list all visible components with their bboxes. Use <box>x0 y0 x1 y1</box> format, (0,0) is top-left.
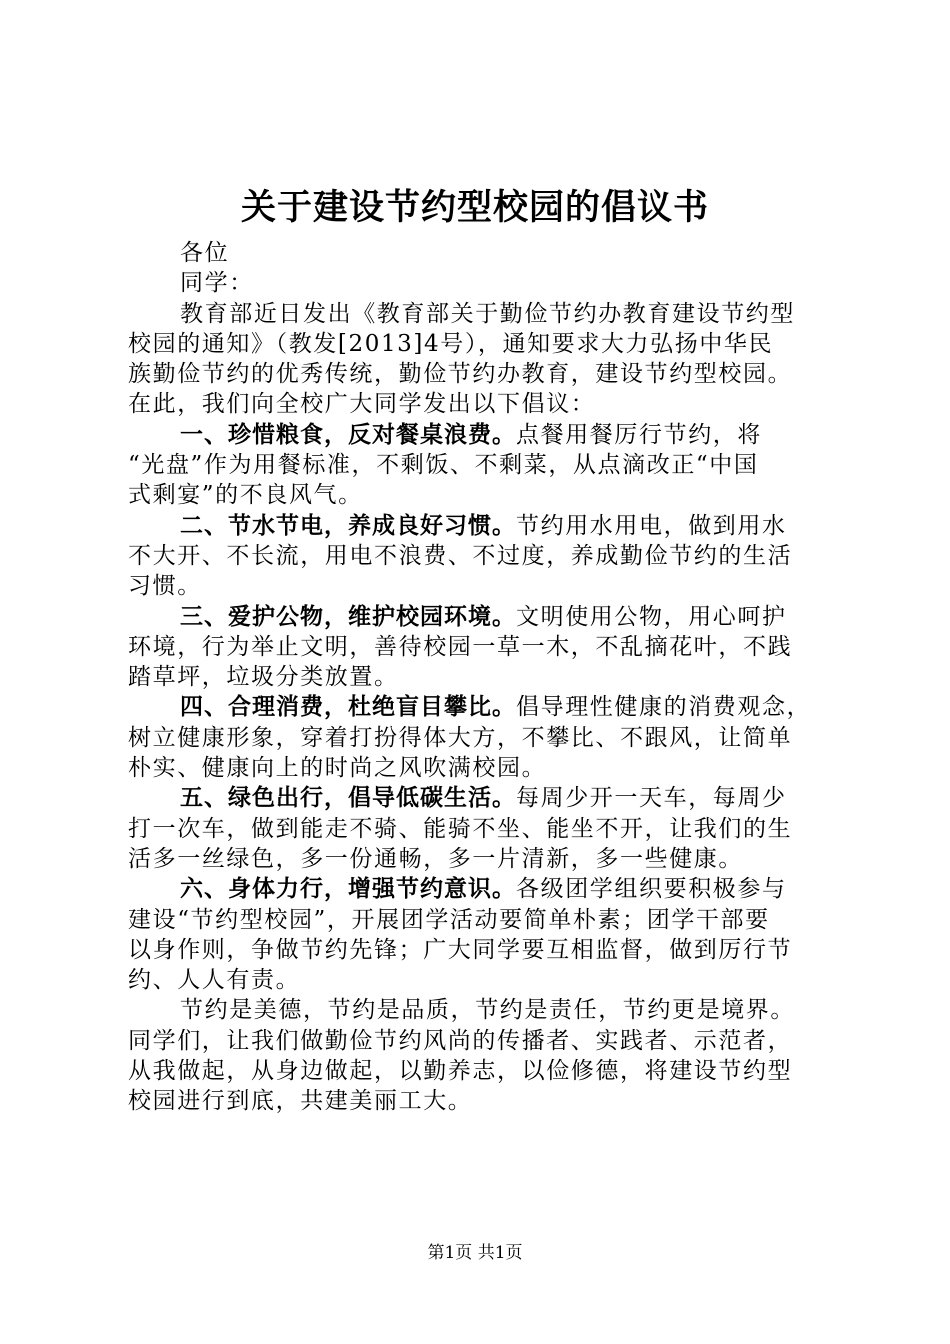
text-line: 以身作则，争做节约先锋；广大同学要互相监督，做到厉行节 <box>128 936 793 963</box>
text-line: 树立健康形象，穿着打扮得体大方，不攀比、不跟风，让简单 <box>128 724 793 751</box>
text-line: 教育部近日发出《教育部关于勤俭节约办教育建设节约型 <box>180 300 795 327</box>
proposal-heading: 四、合理消费，杜绝盲目攀比。 <box>180 694 516 721</box>
document-body <box>128 238 832 1117</box>
text-line: 式剩宴”的不良风气。 <box>128 482 363 509</box>
proposal-text: 点餐用餐厉行节约，将 <box>516 421 762 448</box>
text-line <box>128 511 832 541</box>
proposal-text: 各级团学组织要积极参与 <box>516 876 787 903</box>
text-line: 踏草坪，垃圾分类放置。 <box>128 664 399 691</box>
text-line: 活多一丝绿色，多一份通畅，多一片清新，多一些健康。 <box>128 845 743 872</box>
proposal-heading: 一、珍惜粮食，反对餐桌浪费。 <box>180 421 516 448</box>
proposal-item-1 <box>128 420 832 511</box>
text-line: 族勤俭节约的优秀传统，勤俭节约办教育，建设节约型校园。 <box>128 361 793 388</box>
text-line <box>128 783 832 813</box>
proposal-text: 文明使用公物，用心呵护 <box>516 603 787 630</box>
proposal-heading: 五、绿色出行，倡导低碳生活。 <box>180 785 516 812</box>
text-line: 约、人人有责。 <box>128 967 301 994</box>
proposal-item-3 <box>128 602 832 693</box>
text-line: 校园的通知》（教发[2013]4号），通知要求大力弘扬中华民 <box>128 330 774 357</box>
text-line <box>128 874 832 904</box>
proposal-heading: 二、节水节电，养成良好习惯。 <box>180 512 516 539</box>
text-line: “光盘”作为用餐标准，不剩饭、不剩菜，从点滴改正“中国 <box>128 452 759 479</box>
text-line <box>128 420 832 450</box>
proposal-item-5 <box>128 783 832 874</box>
text-line: 建设“节约型校园”，开展团学活动要简单朴素；团学干部要 <box>128 906 770 933</box>
text-line: 朴实、健康向上的时尚之风吹满校园。 <box>128 755 547 782</box>
proposal-item-6 <box>128 874 832 995</box>
text-line: 环境，行为举止文明，善待校园一草一木，不乱摘花叶，不践 <box>128 633 793 660</box>
proposal-item-4 <box>128 692 832 783</box>
proposal-text: 节约用水用电，做到用水 <box>516 512 787 539</box>
text-line: 不大开、不长流，用电不浪费、不过度，养成勤俭节约的生活 <box>128 542 793 569</box>
closing-paragraph <box>128 995 832 1116</box>
proposal-text: 倡导理性健康的消费观念， <box>516 694 812 721</box>
proposal-text: 每周少开一天车，每周少 <box>516 785 787 812</box>
text-line: 习惯。 <box>128 573 202 600</box>
text-line: 节约是美德，节约是品质，节约是责任，节约更是境界。 <box>180 997 795 1024</box>
document-title: 关于建设节约型校园的倡议书 <box>240 188 709 228</box>
intro-paragraph <box>128 299 832 420</box>
text-line: 同学们，让我们做勤俭节约风尚的传播者、实践者、示范者， <box>128 1027 793 1054</box>
salutation-line: 各位 <box>180 240 230 266</box>
text-line: 打一次车，做到能走不骑、能骑不坐、能坐不开，让我们的生 <box>128 815 793 842</box>
salutation-line: 同学： <box>180 270 254 297</box>
text-line <box>128 692 832 722</box>
text-line: 校园进行到底，共建美丽工大。 <box>128 1088 473 1115</box>
proposal-heading: 三、爱护公物，维护校园环境。 <box>180 603 516 630</box>
text-line <box>128 602 832 632</box>
proposal-heading: 六、身体力行，增强节约意识。 <box>180 876 516 903</box>
text-line: 从我做起，从身边做起，以勤养志，以俭修德，将建设节约型 <box>128 1058 793 1085</box>
text-line: 在此，我们向全校广大同学发出以下倡议： <box>128 391 596 418</box>
proposal-item-2 <box>128 511 832 602</box>
page-footer: 第1页 共1页 <box>427 1243 523 1263</box>
